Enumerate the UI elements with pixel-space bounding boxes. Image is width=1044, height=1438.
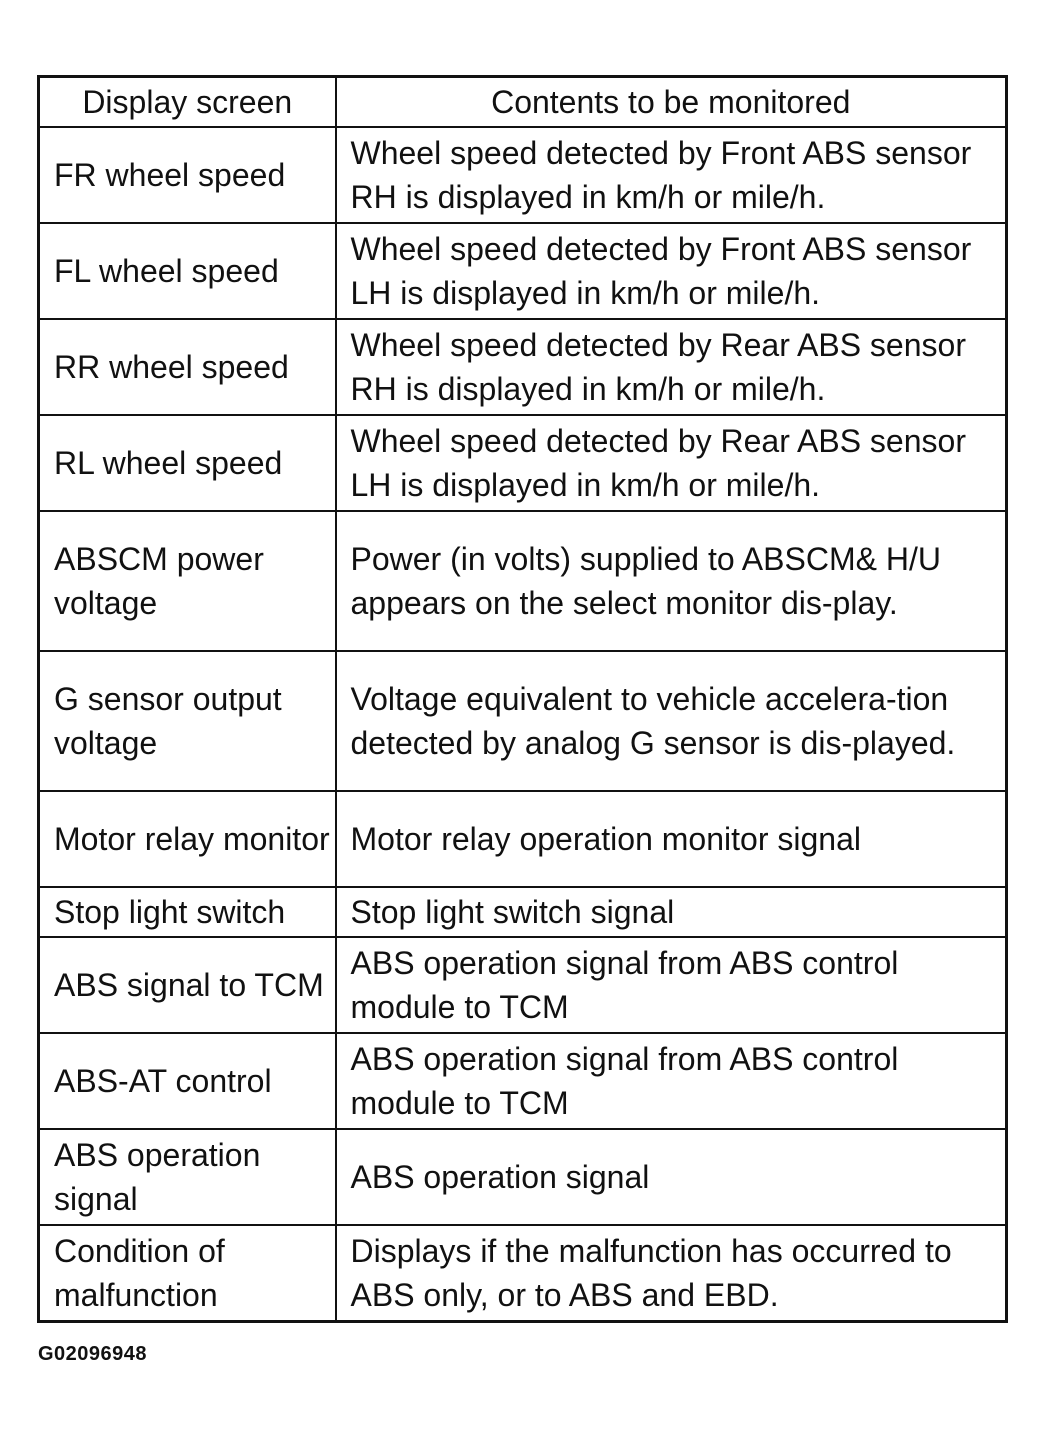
contents-cell: Wheel speed detected by Front ABS sensor LH is displayed in km/h or mile/h.	[336, 223, 1007, 319]
contents-cell: Wheel speed detected by Front ABS sensor RH is displayed in km/h or mile/h.	[336, 127, 1007, 223]
display-cell: Condition of malfunction	[39, 1225, 336, 1322]
table-row	[39, 1225, 1007, 1322]
table-row	[39, 1129, 1007, 1225]
display-cell: FL wheel speed	[39, 223, 336, 319]
table-row	[39, 791, 1007, 887]
contents-cell: ABS operation signal from ABS control module to TCM	[336, 1033, 1007, 1129]
contents-cell: Power (in volts) supplied to ABSCM& H/U appears on the select monitor dis-play.	[336, 511, 1007, 651]
monitor-table-container	[37, 75, 1005, 1323]
table-row	[39, 937, 1007, 1033]
display-cell: Stop light switch	[39, 887, 336, 937]
display-cell: RL wheel speed	[39, 415, 336, 511]
figure-id: G02096948	[38, 1343, 148, 1365]
table-row	[39, 887, 1007, 937]
contents-cell: Wheel speed detected by Rear ABS sensor LH is displayed in km/h or mile/h.	[336, 415, 1007, 511]
display-cell: FR wheel speed	[39, 127, 336, 223]
table-row	[39, 223, 1007, 319]
display-cell: RR wheel speed	[39, 319, 336, 415]
contents-cell: Displays if the malfunction has occurred to ABS only, or to ABS and EBD.	[336, 1225, 1007, 1322]
contents-cell: ABS operation signal from ABS control module to TCM	[336, 937, 1007, 1033]
table-header-row	[39, 77, 1007, 128]
display-cell: ABS-AT control	[39, 1033, 336, 1129]
display-cell: ABSCM power voltage	[39, 511, 336, 651]
contents-cell: Wheel speed detected by Rear ABS sensor RH is displayed in km/h or mile/h.	[336, 319, 1007, 415]
display-cell: ABS operation signal	[39, 1129, 336, 1225]
table-row	[39, 127, 1007, 223]
table-row	[39, 1033, 1007, 1129]
contents-cell: Voltage equivalent to vehicle accelera-tion detected by analog G sensor is dis-played.	[336, 651, 1007, 791]
display-cell: ABS signal to TCM	[39, 937, 336, 1033]
header-contents: Contents to be monitored	[336, 77, 1007, 128]
display-cell: Motor relay monitor	[39, 791, 336, 887]
display-cell: G sensor output voltage	[39, 651, 336, 791]
table-row	[39, 511, 1007, 651]
table-row	[39, 415, 1007, 511]
contents-cell: Motor relay operation monitor signal	[336, 791, 1007, 887]
table-row	[39, 319, 1007, 415]
monitor-table	[37, 75, 1008, 1323]
contents-cell: Stop light switch signal	[336, 887, 1007, 937]
table-row	[39, 651, 1007, 791]
contents-cell: ABS operation signal	[336, 1129, 1007, 1225]
header-display-screen: Display screen	[39, 77, 336, 128]
